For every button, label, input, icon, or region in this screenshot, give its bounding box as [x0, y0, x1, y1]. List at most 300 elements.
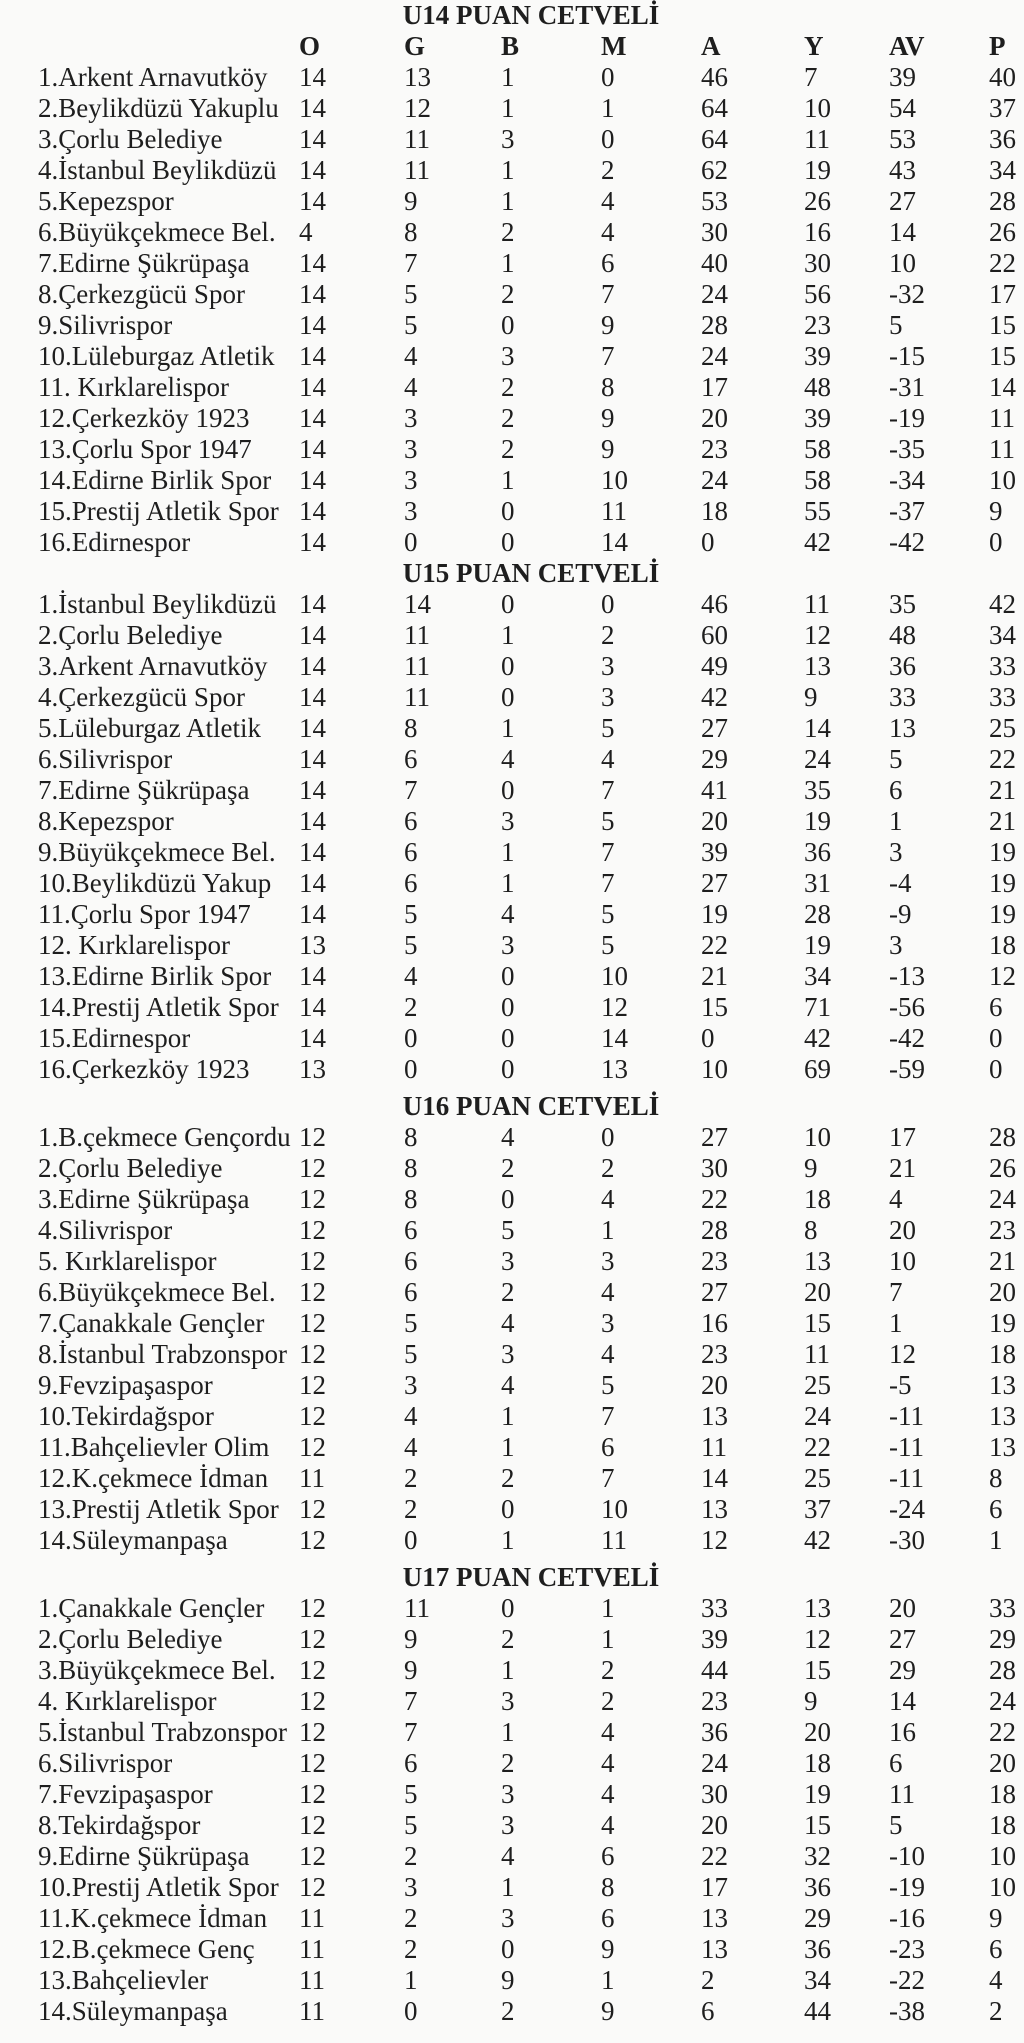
stat-B: 3 [501, 1246, 515, 1276]
team-name: 13.Bahçelievler [38, 1965, 209, 1995]
stat-A: 39 [701, 837, 728, 867]
team-name: 9.Edirne Şükrüpaşa [38, 1841, 250, 1871]
table-row [38, 1432, 1024, 1463]
stat-P: 25 [989, 713, 1016, 743]
table-row [38, 620, 1024, 651]
stat-M: 5 [601, 930, 615, 960]
stat-B: 3 [501, 1686, 515, 1716]
stat-P: 15 [989, 341, 1016, 371]
stat-AV: 7 [889, 1277, 903, 1307]
stat-A: 23 [701, 434, 728, 464]
stat-AV: -15 [889, 341, 925, 371]
stat-B: 3 [501, 930, 515, 960]
stat-G: 7 [404, 775, 418, 805]
stat-M: 4 [601, 217, 615, 247]
column-header-O: O [299, 31, 321, 61]
team-name: 5. Kırklarelispor [38, 1246, 217, 1276]
stat-O: 14 [299, 93, 326, 123]
stat-A: 30 [701, 1153, 728, 1183]
stat-G: 6 [404, 806, 418, 836]
team-name: 8.Kepezspor [38, 806, 174, 836]
stat-O: 14 [299, 620, 326, 650]
stat-O: 12 [299, 1779, 326, 1809]
stat-AV: 5 [889, 744, 903, 774]
team-name: 5.İstanbul Trabzonspor [38, 1717, 287, 1747]
table-row [38, 713, 1024, 744]
column-header-G: G [404, 31, 426, 61]
stat-P: 37 [989, 93, 1016, 123]
stat-P: 21 [989, 1246, 1016, 1276]
stat-M: 14 [601, 527, 628, 557]
stat-B: 5 [501, 1215, 515, 1245]
stat-P: 36 [989, 124, 1016, 154]
team-name: 11.K.çekmece İdman [38, 1903, 268, 1933]
team-name: 11.Çorlu Spor 1947 [38, 899, 251, 929]
stat-AV: 5 [889, 1810, 903, 1840]
stat-Y: 15 [804, 1655, 831, 1685]
stat-A: 20 [701, 1370, 728, 1400]
stat-B: 4 [501, 1370, 515, 1400]
stat-A: 12 [701, 1525, 728, 1555]
table-row [38, 1184, 1024, 1215]
u15-standings-section [38, 558, 1024, 1085]
stat-O: 14 [299, 1023, 326, 1053]
stat-P: 10 [989, 1841, 1016, 1871]
stat-P: 24 [989, 1184, 1016, 1214]
team-name: 7.Edirne Şükrüpaşa [38, 248, 250, 278]
stat-Y: 9 [804, 682, 818, 712]
stat-AV: -9 [889, 899, 912, 929]
stat-A: 22 [701, 1184, 728, 1214]
stat-AV: -11 [889, 1432, 924, 1462]
stat-O: 14 [299, 713, 326, 743]
stat-B: 1 [501, 248, 515, 278]
stat-Y: 12 [804, 1624, 831, 1654]
stat-Y: 28 [804, 899, 831, 929]
team-name: 14.Edirne Birlik Spor [38, 465, 272, 495]
stat-G: 13 [404, 62, 431, 92]
stat-P: 10 [989, 465, 1016, 495]
u14-standings-section [38, 0, 1024, 558]
stat-A: 17 [701, 1872, 728, 1902]
team-name: 11. Kırklarelispor [38, 372, 229, 402]
stat-Y: 15 [804, 1810, 831, 1840]
stat-M: 6 [601, 1841, 615, 1871]
stat-M: 5 [601, 806, 615, 836]
stat-AV: -5 [889, 1370, 912, 1400]
stat-G: 5 [404, 1779, 418, 1809]
stat-A: 18 [701, 496, 728, 526]
stat-Y: 23 [804, 310, 831, 340]
stat-B: 0 [501, 651, 515, 681]
stat-AV: 33 [889, 682, 916, 712]
team-name: 3.Çorlu Belediye [38, 124, 223, 154]
stat-O: 12 [299, 1153, 326, 1183]
stat-M: 4 [601, 186, 615, 216]
stat-A: 19 [701, 899, 728, 929]
stat-M: 9 [601, 1934, 615, 1964]
stat-A: 10 [701, 1054, 728, 1084]
stat-G: 5 [404, 1339, 418, 1369]
stat-B: 3 [501, 1810, 515, 1840]
stat-O: 14 [299, 124, 326, 154]
table-row [38, 1339, 1024, 1370]
stat-Y: 58 [804, 434, 831, 464]
stat-A: 27 [701, 1122, 728, 1152]
stat-Y: 36 [804, 1934, 831, 1964]
stat-G: 8 [404, 217, 418, 247]
table-row [38, 496, 1024, 527]
stat-AV: 54 [889, 93, 916, 123]
stat-P: 0 [989, 527, 1003, 557]
table-row [38, 1023, 1024, 1054]
team-name: 6.Büyükçekmece Bel. [38, 217, 276, 247]
stat-M: 2 [601, 1655, 615, 1685]
stat-G: 2 [404, 1494, 418, 1524]
table-row [38, 155, 1024, 186]
u15-section-title: U15 PUAN CETVELİ [402, 558, 660, 588]
stat-Y: 13 [804, 651, 831, 681]
team-name: 15.Prestij Atletik Spor [38, 496, 279, 526]
stat-P: 18 [989, 1779, 1016, 1809]
stat-P: 28 [989, 1655, 1016, 1685]
stat-B: 2 [501, 1463, 515, 1493]
team-name: 8.Tekirdağspor [38, 1810, 201, 1840]
table-row [38, 1401, 1024, 1432]
team-name: 13.Prestij Atletik Spor [38, 1494, 279, 1524]
stat-B: 4 [501, 899, 515, 929]
column-header-P: P [989, 31, 1006, 61]
stat-P: 19 [989, 868, 1016, 898]
stat-G: 11 [404, 124, 430, 154]
stat-A: 49 [701, 651, 728, 681]
table-row [38, 806, 1024, 837]
team-name: 7.Fevzipaşaspor [38, 1779, 213, 1809]
stat-M: 3 [601, 651, 615, 681]
stat-M: 9 [601, 310, 615, 340]
stat-G: 11 [404, 155, 430, 185]
stat-G: 0 [404, 1023, 418, 1053]
column-header-A: A [701, 31, 721, 61]
stat-Y: 11 [804, 1339, 830, 1369]
team-name: 3.Büyükçekmece Bel. [38, 1655, 276, 1685]
team-name: 1.Çanakkale Gençler [38, 1593, 265, 1623]
table-row [38, 434, 1024, 465]
stat-P: 24 [989, 1686, 1016, 1716]
u16-standings-section [38, 1091, 1024, 1556]
stat-O: 12 [299, 1432, 326, 1462]
stat-B: 1 [501, 465, 515, 495]
stat-Y: 19 [804, 1779, 831, 1809]
stat-G: 5 [404, 899, 418, 929]
team-name: 10.Tekirdağspor [38, 1401, 214, 1431]
stat-M: 3 [601, 1246, 615, 1276]
stat-O: 11 [299, 1934, 325, 1964]
stat-B: 0 [501, 310, 515, 340]
stat-M: 6 [601, 1432, 615, 1462]
stat-G: 9 [404, 186, 418, 216]
table-row [38, 1965, 1024, 1996]
stat-O: 12 [299, 1748, 326, 1778]
team-name: 9.Büyükçekmece Bel. [38, 837, 276, 867]
stat-O: 14 [299, 279, 326, 309]
table-row [38, 1463, 1024, 1494]
stat-M: 2 [601, 620, 615, 650]
stat-B: 1 [501, 1717, 515, 1747]
stat-B: 1 [501, 93, 515, 123]
stat-P: 11 [989, 403, 1015, 433]
stat-P: 0 [989, 1054, 1003, 1084]
stat-A: 28 [701, 310, 728, 340]
stat-Y: 55 [804, 496, 831, 526]
stat-AV: 12 [889, 1339, 916, 1369]
stat-AV: 53 [889, 124, 916, 154]
stat-P: 8 [989, 1463, 1003, 1493]
stat-Y: 11 [804, 589, 830, 619]
team-name: 8.Çerkezgücü Spor [38, 279, 245, 309]
stat-O: 14 [299, 961, 326, 991]
table-row [38, 186, 1024, 217]
stat-A: 14 [701, 1463, 728, 1493]
stat-A: 13 [701, 1903, 728, 1933]
stat-AV: -42 [889, 1023, 925, 1053]
stat-M: 7 [601, 341, 615, 371]
stat-B: 1 [501, 62, 515, 92]
team-name: 13.Edirne Birlik Spor [38, 961, 272, 991]
stat-Y: 42 [804, 527, 831, 557]
stat-B: 1 [501, 155, 515, 185]
stat-O: 14 [299, 372, 326, 402]
stat-B: 1 [501, 186, 515, 216]
stat-A: 23 [701, 1339, 728, 1369]
stat-P: 33 [989, 651, 1016, 681]
stat-O: 12 [299, 1810, 326, 1840]
stat-Y: 58 [804, 465, 831, 495]
stat-O: 12 [299, 1184, 326, 1214]
stat-M: 0 [601, 1122, 615, 1152]
u16-rows [38, 1122, 1024, 1556]
stat-Y: 34 [804, 961, 831, 991]
stat-A: 27 [701, 713, 728, 743]
stat-O: 14 [299, 248, 326, 278]
table-row [38, 1277, 1024, 1308]
table-row [38, 341, 1024, 372]
stat-A: 13 [701, 1494, 728, 1524]
stat-O: 11 [299, 1903, 325, 1933]
team-name: 10.Beylikdüzü Yakup [38, 868, 272, 898]
stat-G: 3 [404, 1370, 418, 1400]
table-row [38, 899, 1024, 930]
stat-G: 0 [404, 1996, 418, 2026]
stat-B: 3 [501, 124, 515, 154]
stat-M: 4 [601, 1810, 615, 1840]
u17-rows [38, 1593, 1024, 2027]
team-name: 1.Arkent Arnavutköy [38, 62, 268, 92]
team-name: 3.Arkent Arnavutköy [38, 651, 268, 681]
table-row [38, 1054, 1024, 1085]
stat-G: 3 [404, 465, 418, 495]
stat-P: 26 [989, 217, 1016, 247]
stat-AV: 14 [889, 217, 916, 247]
team-name: 15.Edirnespor [38, 1023, 191, 1053]
team-name: 16.Edirnespor [38, 527, 191, 557]
stat-P: 22 [989, 744, 1016, 774]
stat-P: 6 [989, 992, 1003, 1022]
stat-Y: 29 [804, 1903, 831, 1933]
stat-AV: 29 [889, 1655, 916, 1685]
stat-M: 11 [601, 1525, 627, 1555]
stat-AV: 27 [889, 186, 916, 216]
stat-AV: -31 [889, 372, 925, 402]
stat-AV: -32 [889, 279, 925, 309]
team-name: 2.Çorlu Belediye [38, 1624, 223, 1654]
stat-P: 12 [989, 961, 1016, 991]
stat-P: 20 [989, 1748, 1016, 1778]
table-row [38, 682, 1024, 713]
stat-O: 12 [299, 1122, 326, 1152]
stat-M: 4 [601, 1779, 615, 1809]
u16-section-title: U16 PUAN CETVELİ [402, 1091, 660, 1121]
stat-P: 28 [989, 1122, 1016, 1152]
stat-B: 2 [501, 1624, 515, 1654]
stat-B: 0 [501, 775, 515, 805]
stat-B: 1 [501, 868, 515, 898]
stat-B: 0 [501, 1023, 515, 1053]
stat-AV: 14 [889, 1686, 916, 1716]
stat-O: 14 [299, 651, 326, 681]
stat-G: 7 [404, 1717, 418, 1747]
stat-P: 33 [989, 1593, 1016, 1623]
column-header-M: M [601, 31, 627, 61]
stat-AV: 4 [889, 1184, 903, 1214]
stat-O: 12 [299, 1277, 326, 1307]
stat-AV: -30 [889, 1525, 925, 1555]
stat-B: 2 [501, 1748, 515, 1778]
stat-B: 0 [501, 1054, 515, 1084]
stat-AV: 11 [889, 1779, 915, 1809]
stat-AV: 21 [889, 1153, 916, 1183]
stat-Y: 42 [804, 1023, 831, 1053]
team-name: 14.Süleymanpaşa [38, 1525, 228, 1555]
table-row [38, 1246, 1024, 1277]
stat-M: 7 [601, 837, 615, 867]
stat-B: 1 [501, 1655, 515, 1685]
stat-B: 1 [501, 620, 515, 650]
stat-G: 7 [404, 1686, 418, 1716]
table-row [38, 1872, 1024, 1903]
stat-A: 29 [701, 744, 728, 774]
stat-G: 9 [404, 1624, 418, 1654]
stat-Y: 15 [804, 1308, 831, 1338]
stat-Y: 19 [804, 930, 831, 960]
stat-Y: 30 [804, 248, 831, 278]
team-name: 5.Lüleburgaz Atletik [38, 713, 261, 743]
u14-rows [38, 62, 1024, 558]
stat-G: 2 [404, 1903, 418, 1933]
stat-M: 5 [601, 899, 615, 929]
u17-standings-section [38, 1562, 1024, 2027]
stat-Y: 20 [804, 1717, 831, 1747]
stat-O: 12 [299, 1308, 326, 1338]
stat-B: 4 [501, 1122, 515, 1152]
stat-O: 11 [299, 1996, 325, 2026]
team-name: 11.Bahçelievler Olim [38, 1432, 270, 1462]
stat-G: 7 [404, 248, 418, 278]
team-name: 9.Silivrispor [38, 310, 173, 340]
table-row [38, 1525, 1024, 1556]
stat-M: 14 [601, 1023, 628, 1053]
stat-AV: -16 [889, 1903, 925, 1933]
stat-A: 20 [701, 1810, 728, 1840]
stat-M: 4 [601, 1717, 615, 1747]
table-row [38, 403, 1024, 434]
team-name: 12.B.çekmece Genç [38, 1934, 255, 1964]
stat-Y: 13 [804, 1246, 831, 1276]
stat-AV: 13 [889, 713, 916, 743]
stat-O: 14 [299, 310, 326, 340]
stat-M: 1 [601, 1215, 615, 1245]
table-row [38, 744, 1024, 775]
stat-A: 20 [701, 403, 728, 433]
stat-G: 0 [404, 527, 418, 557]
stat-G: 8 [404, 713, 418, 743]
stat-Y: 13 [804, 1593, 831, 1623]
stat-O: 11 [299, 1965, 325, 1995]
table-row [38, 93, 1024, 124]
stat-AV: 16 [889, 1717, 916, 1747]
stat-A: 30 [701, 1779, 728, 1809]
stat-G: 5 [404, 279, 418, 309]
stat-P: 21 [989, 806, 1016, 836]
stat-Y: 36 [804, 1872, 831, 1902]
stat-G: 3 [404, 1872, 418, 1902]
stat-Y: 24 [804, 1401, 831, 1431]
stat-AV: 10 [889, 1246, 916, 1276]
stat-G: 5 [404, 1810, 418, 1840]
table-row [38, 651, 1024, 682]
team-name: 2.Çorlu Belediye [38, 620, 223, 650]
stat-Y: 8 [804, 1215, 818, 1245]
stat-P: 28 [989, 186, 1016, 216]
stat-A: 27 [701, 868, 728, 898]
stat-AV: -24 [889, 1494, 925, 1524]
team-name: 12.K.çekmece İdman [38, 1463, 269, 1493]
stat-B: 2 [501, 372, 515, 402]
table-row [38, 1748, 1024, 1779]
stat-P: 17 [989, 279, 1016, 309]
table-row [38, 1934, 1024, 1965]
stat-Y: 39 [804, 403, 831, 433]
table-row [38, 1810, 1024, 1841]
stat-B: 4 [501, 1308, 515, 1338]
stat-G: 8 [404, 1153, 418, 1183]
stat-G: 0 [404, 1525, 418, 1555]
stat-G: 0 [404, 1054, 418, 1084]
team-name: 7.Çanakkale Gençler [38, 1308, 265, 1338]
stat-B: 0 [501, 992, 515, 1022]
team-name: 16.Çerkezköy 1923 [38, 1054, 250, 1084]
stat-M: 1 [601, 1965, 615, 1995]
stat-Y: 12 [804, 620, 831, 650]
stat-O: 12 [299, 1246, 326, 1276]
stat-AV: 1 [889, 806, 903, 836]
team-name: 10.Prestij Atletik Spor [38, 1872, 279, 1902]
team-name: 6.Silivrispor [38, 1748, 173, 1778]
stat-A: 40 [701, 248, 728, 278]
stat-M: 7 [601, 868, 615, 898]
table-row [38, 1624, 1024, 1655]
stat-G: 8 [404, 1184, 418, 1214]
